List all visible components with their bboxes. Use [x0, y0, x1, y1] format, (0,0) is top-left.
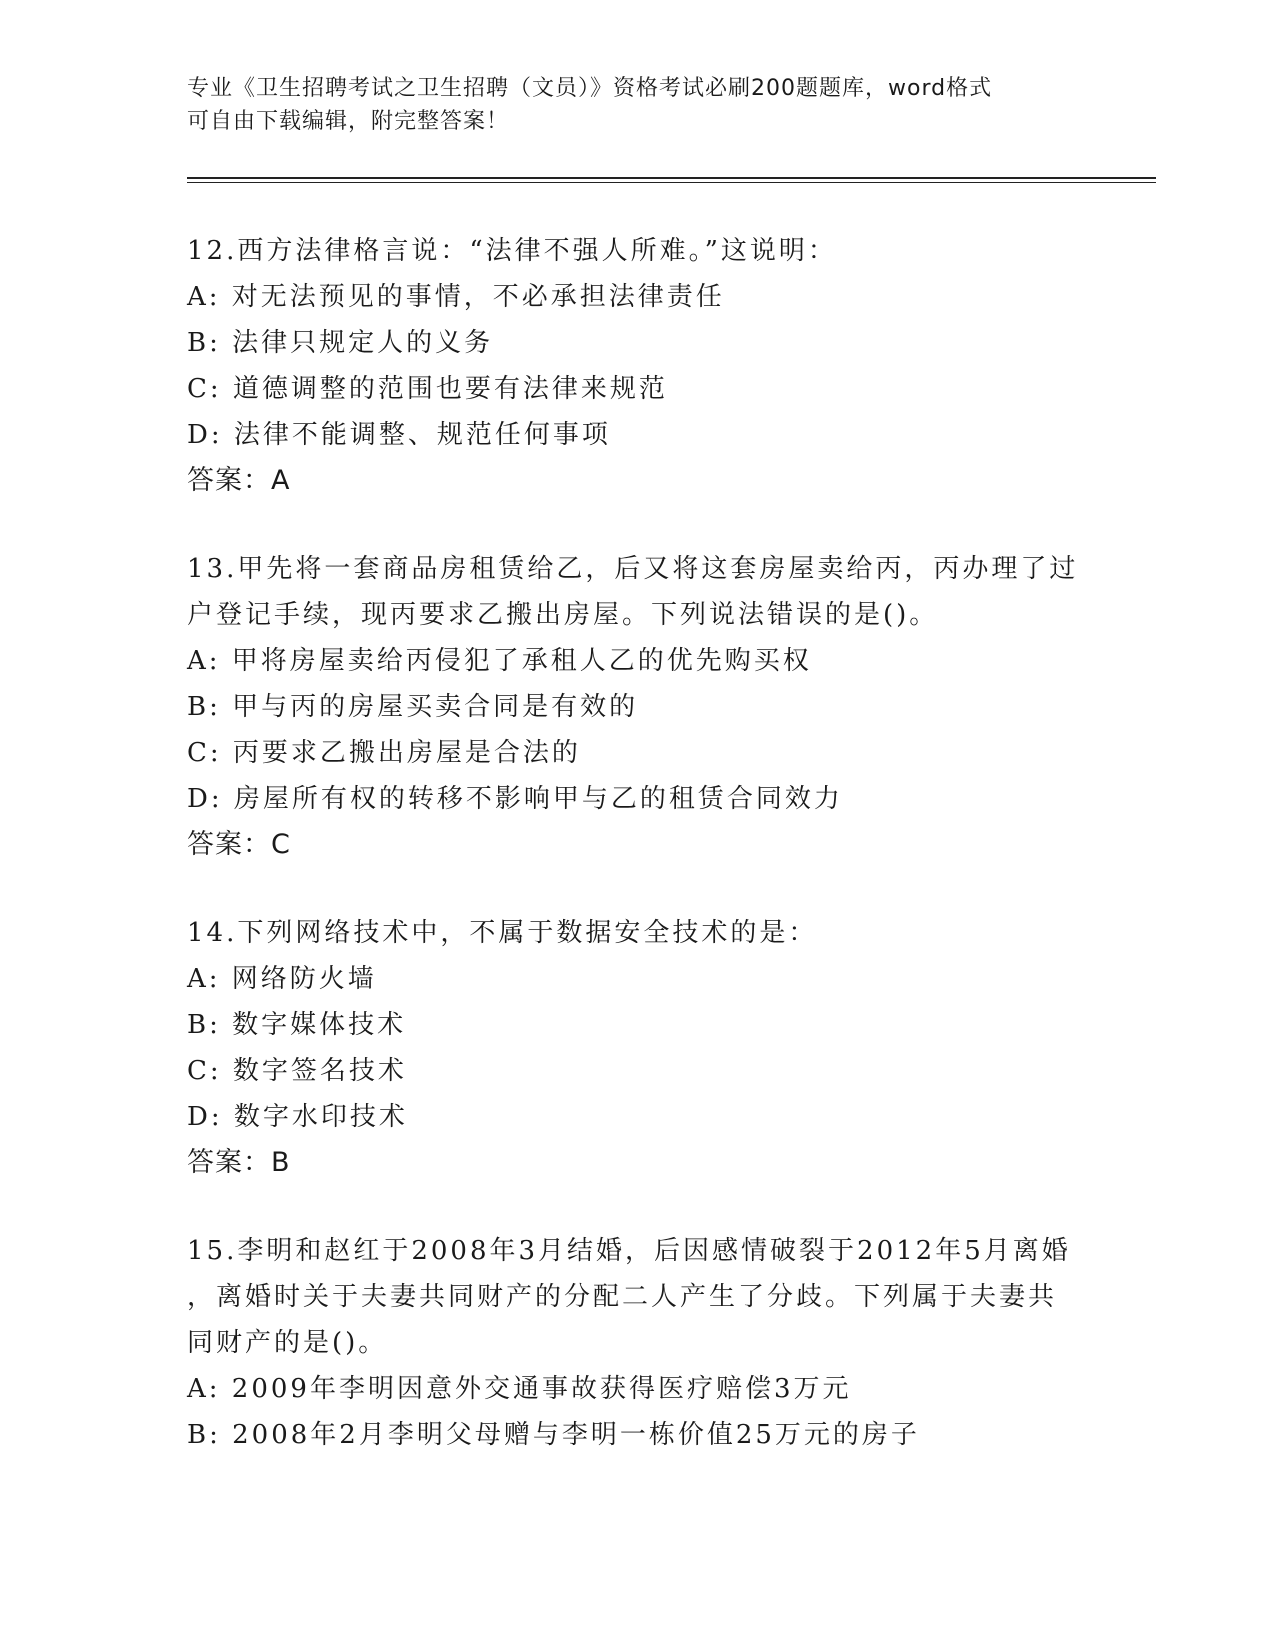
question-stem-line: 同财产的是()。	[187, 1328, 388, 1358]
question-1	[187, 228, 1087, 504]
question-2	[187, 546, 1087, 868]
question-3	[187, 910, 1087, 1186]
answer-option: B: 法律只规定人的义务	[187, 328, 494, 358]
question-stem-line: 13.甲先将一套商品房租赁给乙，后又将这套房屋卖给丙，丙办理了过	[187, 554, 1079, 584]
answer-option: B: 数字媒体技术	[187, 1010, 407, 1040]
answer-option: C: 丙要求乙搬出房屋是合法的	[187, 738, 581, 768]
answer-option: A: 2009年李明因意外交通事故获得医疗赔偿3万元	[187, 1374, 852, 1404]
answer-option: B: 甲与丙的房屋买卖合同是有效的	[187, 692, 639, 722]
question-4	[187, 1228, 1087, 1458]
header-divider-thick	[187, 177, 1156, 179]
answer-key: 答案：A	[187, 465, 291, 496]
answer-option: D: 房屋所有权的转移不影响甲与乙的租赁合同效力	[187, 784, 843, 814]
answer-key: 答案：B	[187, 1147, 291, 1178]
header-divider-thin	[187, 182, 1156, 183]
answer-option: A: 对无法预见的事情，不必承担法律责任	[187, 282, 725, 312]
document-header	[187, 72, 1087, 138]
answer-option: C: 数字签名技术	[187, 1056, 407, 1086]
question-stem-line: 15.李明和赵红于2008年3月结婚，后因感情破裂于2012年5月离婚	[187, 1236, 1071, 1266]
answer-option: D: 数字水印技术	[187, 1102, 408, 1132]
answer-key: 答案：C	[187, 829, 291, 860]
question-stem-line: 14.下列网络技术中，不属于数据安全技术的是：	[187, 918, 818, 948]
answer-option: D: 法律不能调整、规范任何事项	[187, 420, 611, 450]
answer-option: A: 甲将房屋卖给丙侵犯了承租人乙的优先购买权	[187, 646, 812, 676]
answer-option: C: 道德调整的范围也要有法律来规范	[187, 374, 668, 404]
header-line-2: 可自由下载编辑，附完整答案！	[187, 109, 510, 134]
question-stem-line: 12.西方法律格言说：“法律不强人所难。”这说明：	[187, 236, 837, 266]
answer-option: A: 网络防火墙	[187, 964, 377, 994]
header-line-1: 专业《卫生招聘考试之卫生招聘（文员）》资格考试必刷200题题库，word格式	[187, 76, 993, 101]
question-stem-line: 户登记手续，现丙要求乙搬出房屋。下列说法错误的是()。	[187, 600, 939, 630]
question-stem-line: ，离婚时关于夫妻共同财产的分配二人产生了分歧。下列属于夫妻共	[187, 1282, 1058, 1312]
answer-option: B: 2008年2月李明父母赠与李明一栋价值25万元的房子	[187, 1420, 920, 1450]
question-list	[187, 228, 1087, 1500]
